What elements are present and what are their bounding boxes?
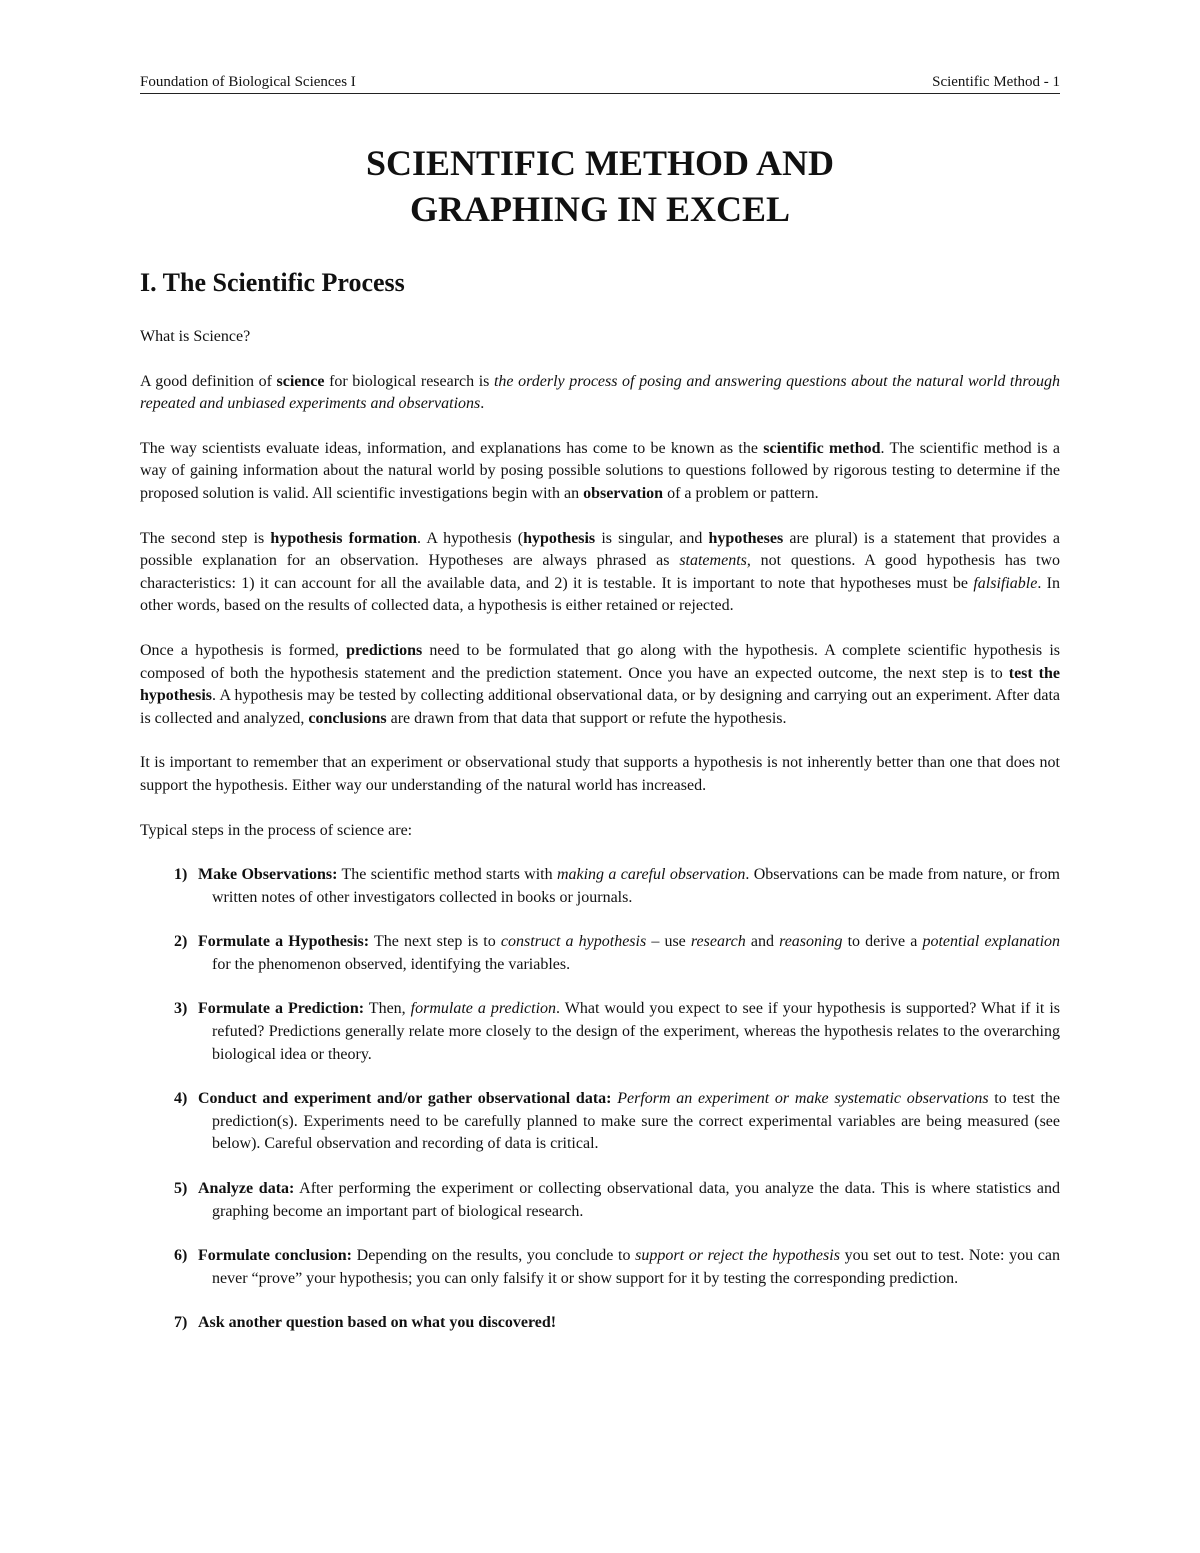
predictions-paragraph (140, 640, 1060, 730)
term-falsifiable: falsifiable (973, 574, 1038, 592)
step-observe (174, 864, 1060, 909)
text-run: to derive a (842, 933, 923, 951)
term-test-hypothesis: test the hypothesis (140, 664, 1060, 705)
text-run: potential explanation (922, 933, 1061, 951)
text-run: . A hypothesis ( (417, 529, 524, 547)
step-experiment (174, 1088, 1060, 1156)
text-run: , not questions. A good hypothesis has two characteristics: 1) it can account for all the available data, and 2) it is testable. It is important to note that hypotheses must be (140, 552, 1060, 592)
term-scientific-method: scientific method (763, 439, 881, 457)
term-science: science (276, 372, 325, 390)
text-run: . What would you expect to see if your hypothesis is supported? What if it is refuted? Predictions generally relate more closely to the design of the experiment, whereas the hypothesis relates to the overarching biological idea or theory. (212, 1000, 1061, 1063)
definition-text: the orderly process of posing and answering questions about the natural world through repeated and unbiased experiments and observations (140, 372, 1060, 413)
step-label: Analyze data: (198, 1180, 295, 1198)
text-run: are plural) is a statement that provides a possible explanation for an observation. Hypotheses are always phrased as (140, 529, 1061, 570)
text-run: . In other words, based on the results of collected data, a hypothesis is either retained or rejected. (140, 574, 1060, 615)
definition-paragraph (140, 371, 1060, 416)
text-run: of a problem or pattern. (663, 484, 819, 502)
title-line-1: SCIENTIFIC METHOD AND (365, 143, 835, 183)
term-hypothesis: hypothesis (523, 529, 596, 547)
term-conclusions: conclusions (308, 709, 387, 727)
term-hypotheses: hypotheses (708, 529, 784, 547)
what-is-science: What is Science? (140, 328, 251, 345)
term-statements: statements (679, 552, 747, 570)
remember-paragraph: It is important to remember that an experiment or observational study that supports a hypothesis is not inherently better than one that does not support the hypothesis. Either way our understanding of the natural world has increased. (140, 754, 1060, 794)
text-run: . A hypothesis may be tested by collecting additional observational data, or by designing and carrying out an experiment. After data is collected and analyzed, (140, 687, 1060, 727)
step-label: Make Observations: (198, 866, 338, 884)
text-run: The way scientists evaluate ideas, information, and explanations has come to be known as the (140, 439, 764, 457)
text-run: is singular, and (595, 529, 709, 547)
text-run: . The scientific method is a way of gaining information about the natural world by posing possible solutions to questions followed by rigorous testing to determine if the proposed solution is valid. All scientific investigations begin with an (140, 439, 1060, 502)
step-number: 7) (174, 1314, 188, 1332)
text-run: The next step is to (369, 933, 501, 951)
step-label: Conduct and experiment and/or gather observational data: (198, 1090, 612, 1108)
text-run: support or reject the hypothesis (635, 1247, 840, 1265)
text-run: for the phenomenon observed, identifying the variables. (212, 955, 571, 973)
typical-steps-intro: Typical steps in the process of science are: (140, 821, 413, 839)
term-predictions: predictions (346, 641, 423, 659)
running-header (140, 74, 1060, 94)
section-heading: I. The Scientific Process (140, 268, 405, 297)
term-observation: observation (583, 484, 664, 502)
text-run: . (480, 395, 485, 413)
text-run: you set out to test. Note: you can never “prove” your hypothesis; you can only falsify it or show support for it by testing the corresponding prediction. (212, 1247, 1060, 1287)
step-label: Formulate a Hypothesis: (198, 933, 370, 951)
steps-list (140, 864, 1060, 1335)
text-run: Depending on the results, you conclude to (352, 1247, 636, 1265)
step-number: 3) (174, 1000, 188, 1018)
step-conclude (174, 1245, 1060, 1290)
text-run: research (690, 933, 746, 951)
text-run: and (745, 933, 780, 951)
text-run: making a careful observation (556, 866, 746, 884)
step-analyze (174, 1178, 1060, 1223)
text-run: for biological research is (324, 372, 494, 390)
text-run: A good definition of (140, 372, 277, 390)
step-label: Formulate a Prediction: (198, 1000, 365, 1018)
step-number: 2) (174, 933, 188, 951)
text-run: are drawn from that data that support or refute the hypothesis. (386, 709, 787, 727)
text-run: . Observations can be made from nature, or from written notes of other investigators collected in books or journals. (212, 866, 1060, 906)
text-run: After performing the experiment or collecting observational data, you analyze the data. This is where statistics and graphing become an important part of biological research. (212, 1180, 1061, 1220)
step-ask-question (174, 1312, 1060, 1335)
text-run: Once a hypothesis is formed, (140, 641, 347, 659)
text-run: – use (646, 933, 691, 951)
step-label: Ask another question based on what you discovered! (198, 1314, 557, 1332)
term-hypothesis-formation: hypothesis formation (270, 529, 418, 547)
text-run: Then, (364, 1000, 411, 1018)
step-number: 5) (174, 1180, 188, 1198)
title-line-2: GRAPHING IN EXCEL (409, 189, 791, 229)
step-number: 1) (174, 866, 188, 884)
text-run: The scientific method starts with (337, 866, 557, 884)
document-title (140, 140, 1060, 232)
text-run: The second step is (140, 529, 271, 547)
step-label: Formulate conclusion: (198, 1247, 352, 1265)
step-hypothesis (174, 931, 1060, 976)
document-body (140, 326, 1060, 1357)
hypothesis-paragraph (140, 528, 1060, 618)
text-run: to test the prediction(s). Experiments need to be carefully planned to make sure the correct experimental variables are being measured (see below). Careful observation and recording of data is critical. (212, 1090, 1061, 1153)
header-page-label: Scientific Method - 1 (932, 74, 1060, 90)
text-run: reasoning (779, 933, 843, 951)
step-prediction (174, 998, 1060, 1066)
text-run: need to be formulated that go along with the hypothesis. A complete scientific hypothesis is composed of both the hypothesis statement and the prediction statement. Once you have an expected outcome, the next step is to (140, 641, 1061, 682)
text-run: construct a hypothesis (500, 933, 647, 951)
method-paragraph (140, 438, 1060, 506)
text-run: Perform an experiment or make systematic observations (617, 1090, 989, 1108)
step-number: 6) (174, 1247, 188, 1265)
text-run: formulate a prediction (410, 1000, 557, 1018)
header-course: Foundation of Biological Sciences I (140, 74, 356, 90)
step-number: 4) (174, 1090, 188, 1108)
